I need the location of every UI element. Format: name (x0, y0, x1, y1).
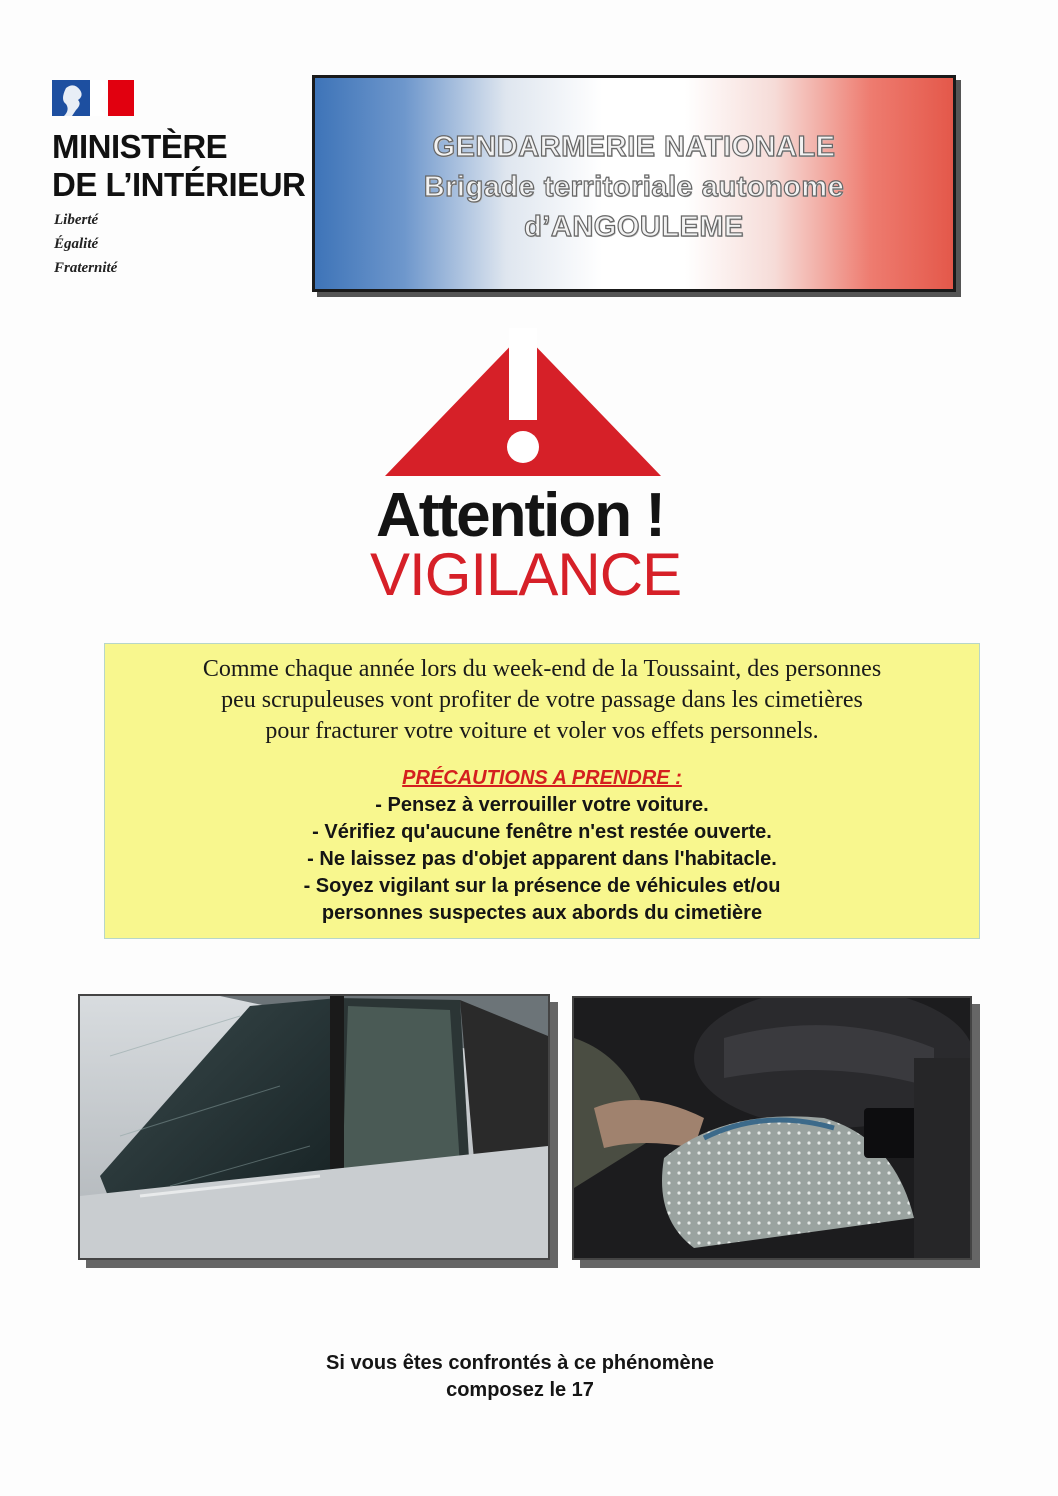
gendarmerie-banner (312, 75, 956, 292)
motto-egalite: Égalité (54, 236, 99, 252)
intro-line-3: pour fracturer votre voiture et voler vos effets personnels. (265, 718, 819, 744)
notice-box (104, 643, 980, 939)
precautions-title: PRÉCAUTIONS A PRENDRE : (402, 767, 682, 789)
ministry-logo (52, 80, 306, 290)
ministry-name-line2: DE L’INTÉRIEUR (52, 166, 306, 203)
precaution-item: - Vérifiez qu'aucune fenêtre n'est restée ouverte. (312, 821, 772, 843)
attention-title: Attention ! (376, 481, 664, 550)
intro-line-2: peu scrupuleuses vont profiter de votre passage dans les cimetières (221, 687, 863, 713)
broken-car-window-photo (78, 994, 550, 1260)
vigilance-subtitle: VIGILANCE (370, 541, 682, 608)
precaution-item: - Pensez à verrouiller votre voiture. (375, 794, 709, 816)
marianne-flag-icon (52, 80, 134, 116)
motto-fraternite: Fraternité (54, 260, 118, 276)
warning-sign (370, 328, 682, 608)
footer-line2: composez le 17 (446, 1379, 594, 1401)
precaution-item: personnes suspectes aux abords du cimetière (321, 902, 763, 924)
precaution-item: - Soyez vigilant sur la présence de véhicules et/ou (303, 875, 781, 897)
banner-line1: GENDARMERIE NATIONALE (432, 131, 836, 163)
banner-line2: Brigade territoriale autonome (423, 171, 845, 203)
exclamation-triangle-icon (385, 328, 661, 478)
intro-line-1: Comme chaque année lors du week-end de la Toussaint, des personnes (202, 656, 882, 682)
precaution-item: - Ne laissez pas d'objet apparent dans l'habitacle. (307, 848, 777, 870)
ministry-name-line1: MINISTÈRE (52, 128, 228, 165)
motto-liberte: Liberté (54, 212, 99, 228)
footer-line1: Si vous êtes confrontés à ce phénomène (326, 1352, 714, 1374)
bag-theft-photo (572, 996, 972, 1260)
banner-line3: d’ANGOULEME (524, 211, 744, 243)
footer-call (200, 1350, 840, 1404)
